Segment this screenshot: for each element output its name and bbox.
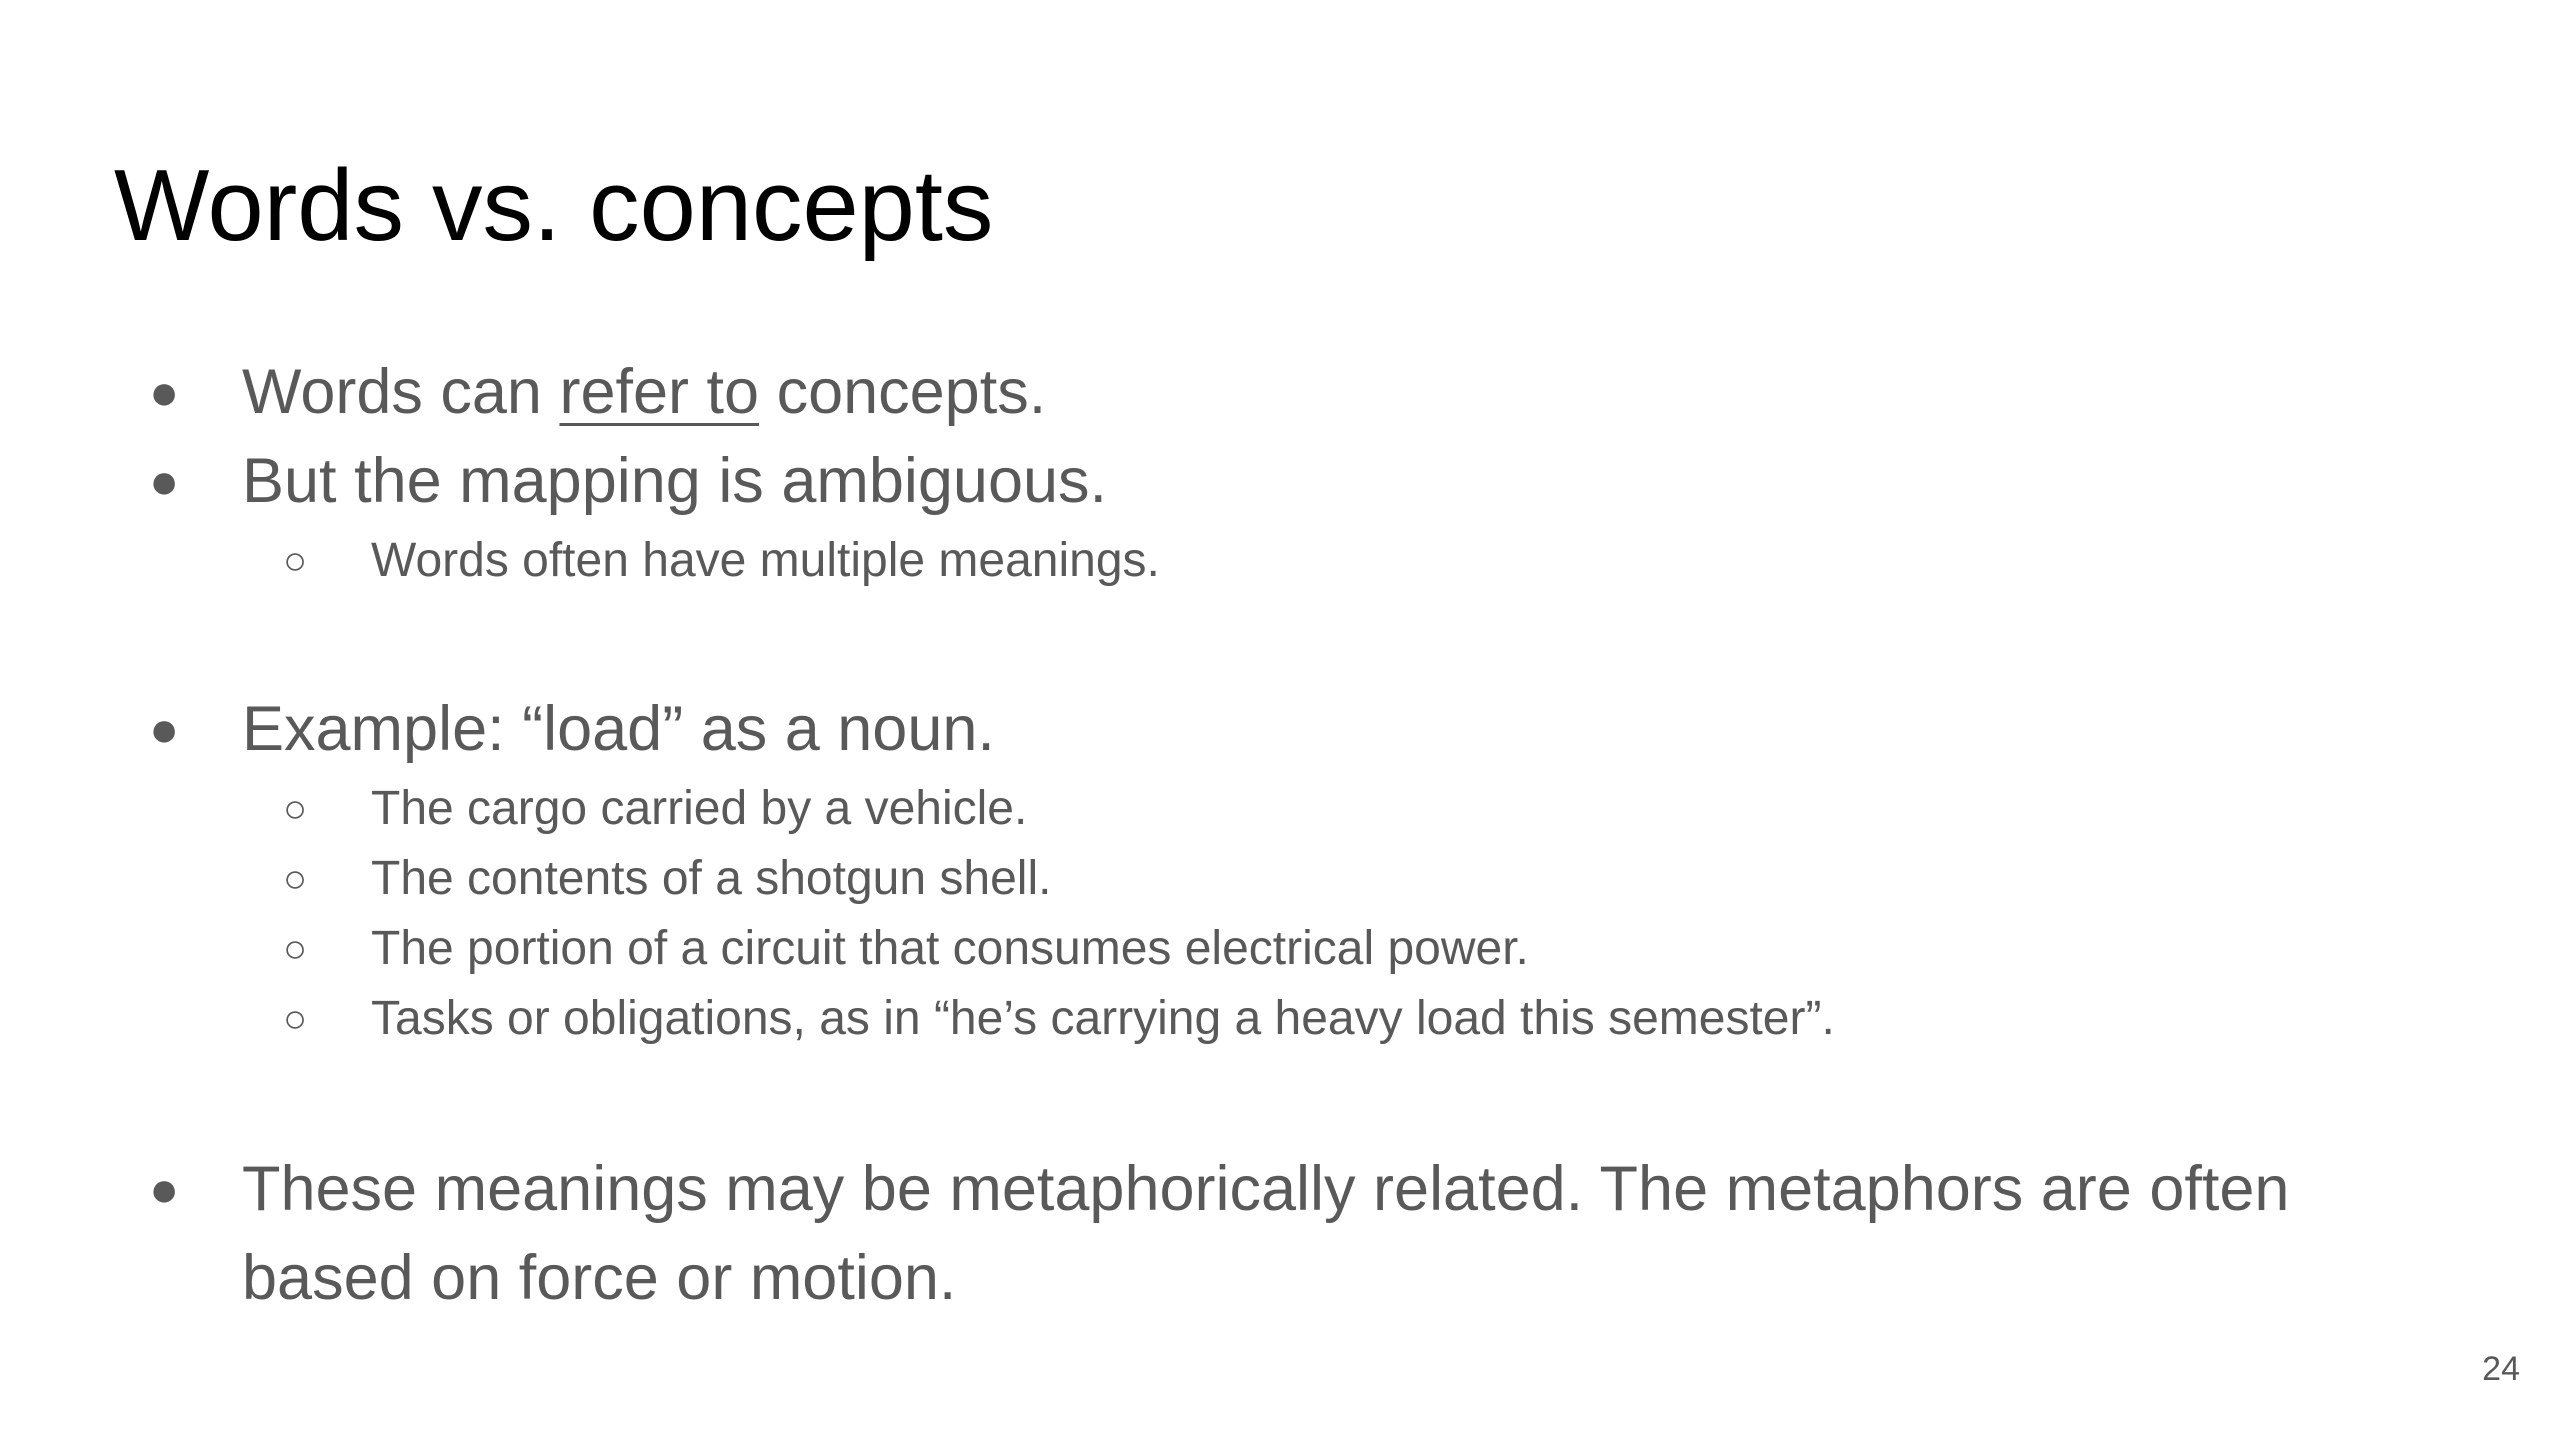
bullet-text: These meanings may be metaphorically related. The metaphors are often based on force or motion.: [242, 1154, 2290, 1313]
sub-bullet-item: [0, 844, 2440, 914]
sub-bullet-marker: ○: [283, 997, 308, 1041]
bullet-text-after: concepts.: [759, 357, 1047, 427]
sub-bullet-item: [0, 526, 2440, 596]
sub-bullet-item: [0, 984, 2440, 1054]
bullet-marker: ●: [149, 701, 180, 757]
bullet-marker: ●: [149, 364, 180, 420]
bullet-item: [0, 437, 2440, 526]
sub-bullet-marker: ○: [283, 539, 308, 583]
sub-bullet-marker: ○: [283, 927, 308, 971]
spacer: [0, 1054, 2440, 1145]
bullet-item: [0, 348, 2440, 437]
bullet-item: [0, 1145, 2440, 1323]
sub-bullet-text: The contents of a shotgun shell.: [371, 852, 1052, 905]
sub-bullet-item: [0, 774, 2440, 844]
slide-title: Words vs. concepts: [114, 150, 994, 262]
sub-bullet-text: Tasks or obligations, as in “he’s carrying a heavy load this semester”.: [371, 992, 1835, 1045]
spacer: [0, 596, 2440, 685]
sub-bullet-text: Words often have multiple meanings.: [371, 534, 1160, 587]
underlined-phrase: refer to: [559, 357, 760, 427]
bullet-marker: ●: [149, 453, 180, 509]
bullet-text: But the mapping is ambiguous.: [242, 446, 1108, 516]
sub-bullet-text: The portion of a circuit that consumes electrical power.: [371, 922, 1529, 975]
bullet-item: [0, 685, 2440, 774]
bullet-text-before: Words can: [242, 357, 560, 427]
sub-bullet-text: The cargo carried by a vehicle.: [371, 782, 1028, 835]
sub-bullet-item: [0, 914, 2440, 984]
page-number: 24: [2482, 1350, 2520, 1388]
bullet-list: [0, 348, 2440, 1323]
bullet-marker: ●: [149, 1161, 180, 1217]
bullet-text: Example: “load” as a noun.: [242, 694, 995, 764]
sub-bullet-marker: ○: [283, 787, 308, 831]
sub-bullet-marker: ○: [283, 857, 308, 901]
